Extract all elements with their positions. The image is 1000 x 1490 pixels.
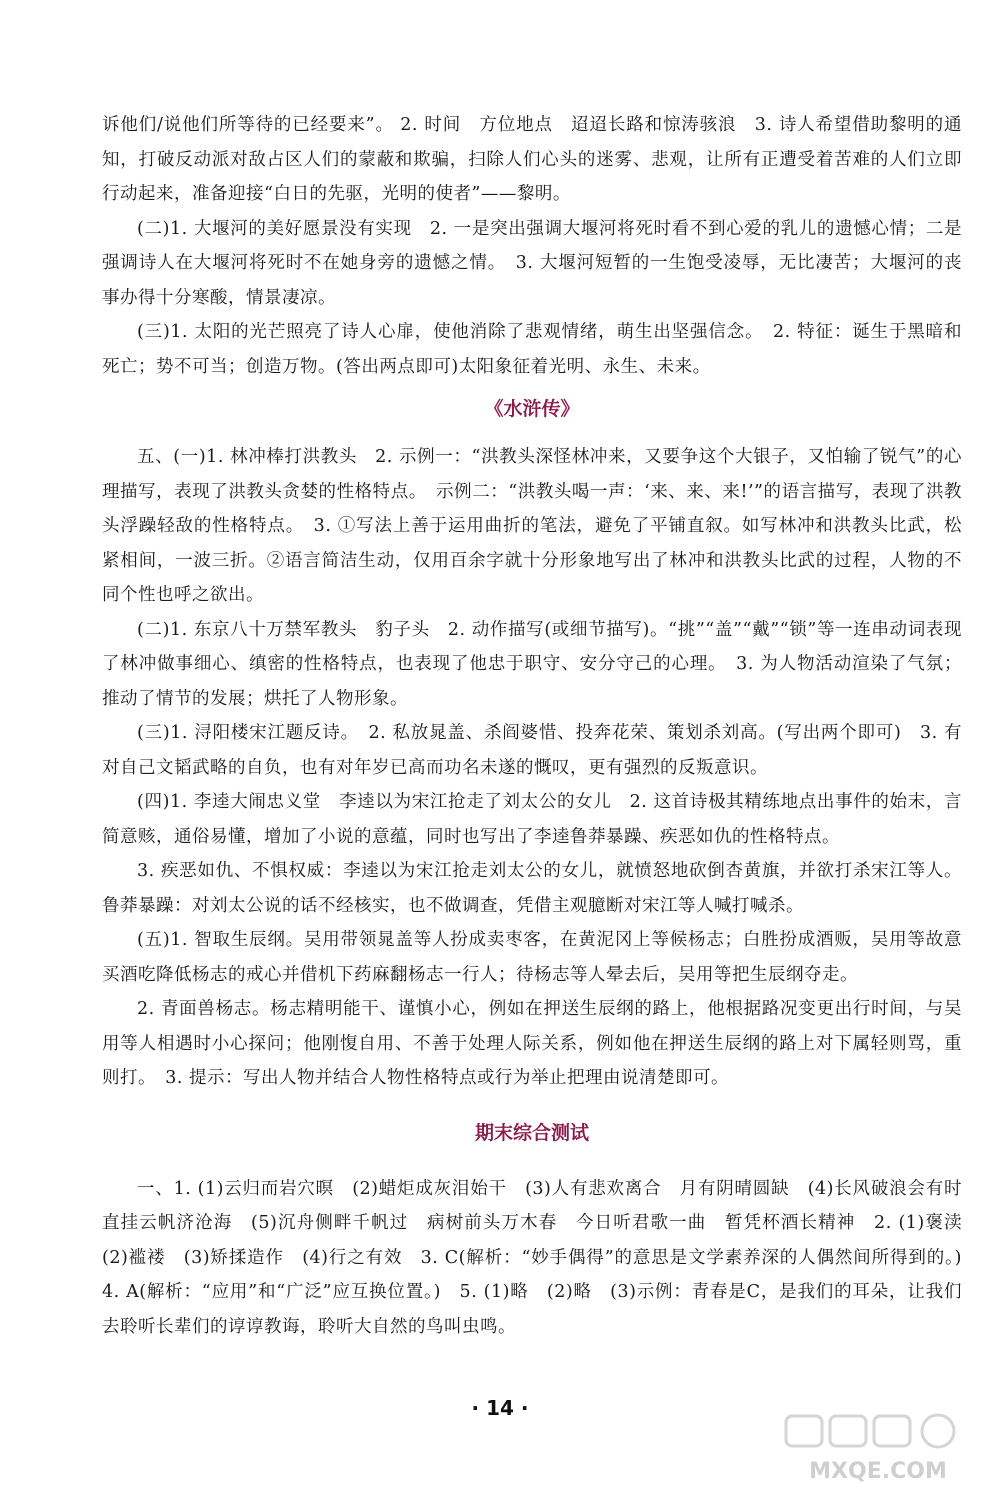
answer-paragraph: 诉他们/说他们所等待的已经要来”。 2. 时间 方位地点 迢迢长路和惊涛骇浪 3. 诗人希望借助黎明的通知，打破反动派对敌占区人们的蒙蔽和欺骗，扫除人们心头的迷雾、悲观，让所有正遭受着苦难的人们立即行动起来，准备迎接“白日的先驱，光明的使者”——黎明。 xyxy=(102,115,962,204)
answer-paragraph: 2. 青面兽杨志。杨志精明能干、谨慎小心，例如在押送生辰纲的路上，他根据路况变更出行时间，与吴用等人相遇时小心探问；他刚愎自用、不善于处理人际关系，例如他在押送生辰纲的路上对下属轻则骂，重则打。 3. 提示：写出人物并结合人物性格特点或行为举止把理由说清楚即可。 xyxy=(102,999,962,1088)
section-title-final-test: 期末综合测试 xyxy=(474,1121,589,1144)
answer-paragraph: (三)1. 太阳的光芒照亮了诗人心扉，使他消除了悲观情绪，萌生出坚强信念。 2. 特征：诞生于黑暗和死亡；势不可当；创造万物。(答出两点即可)太阳象征着光明、永生、未来。 xyxy=(102,322,962,377)
answer-paragraph: (二)1. 东京八十万禁军教头 豹子头 2. 动作描写(或细节描写)。“挑”“盖”“戴”“锁”等一连串动词表现了林冲做事细心、缜密的性格特点，也表现了他忠于职守、安分守己的心理。 3. 为人物活动渲染了气氛；推动了情节的发展；烘托了人物形象。 xyxy=(102,619,962,709)
answer-paragraph: (三)1. 浔阳楼宋江题反诗。 2. 私放晁盖、杀阎婆惜、投奔花荣、策划杀刘高。(写出两个即可) 3. 有对自己文韬武略的自负，也有对年岁已高而功名未遂的慨叹，更有强烈的反叛意识。 xyxy=(102,723,962,778)
watermark-text: MXQE.COM xyxy=(809,1459,947,1484)
answer-paragraph: 五、(一)1. 林冲棒打洪教头 2. 示例一：“洪教头深怪林冲来，又要争这个大银子，又怕输了锐气”的心理描写，表现了洪教头贪婪的性格特点。 示例二：“洪教头喝一声：‘来、来、来!’”的语言描写，表现了洪教头浮躁轻敌的性格特点。 3. ①写法上善于运用曲折的笔法，避免了平铺直叙。如写林冲和洪教头比武，松紧相间，一波三折。②语言简洁生动，仅用百余字就十分形象地写出了林冲和洪教头比武的过程，人物的不同个性也呼之欲出。 xyxy=(102,447,962,605)
page-content xyxy=(102,108,980,1344)
answer-paragraph: (五)1. 智取生辰纲。吴用带领晁盖等人扮成卖枣客，在黄泥冈上等候杨志；白胜扮成酒贩，吴用等故意买酒吃降低杨志的戒心并借机下药麻翻杨志一行人；待杨志等人晕去后，吴用等把生辰纲夺走。 xyxy=(102,930,962,985)
answer-paragraph: 3. 疾恶如仇、不惧权威：李逵以为宋江抢走刘太公的女儿，就愤怒地砍倒杏黄旗，并欲打杀宋江等人。鲁莽暴躁：对刘太公说的话不经核实，也不做调查，凭借主观臆断对宋江等人喊打喊杀。 xyxy=(102,861,962,916)
answer-paragraph: (二)1. 大堰河的美好愿景没有实现 2. 一是突出强调大堰河将死时看不到心爱的乳儿的遗憾心情；二是强调诗人在大堰河将死时不在她身旁的遗憾之情。 3. 大堰河短暂的一生饱受凌辱，无比凄苦；大堰河的丧事办得十分寒酸，情景凄凉。 xyxy=(102,218,962,308)
answer-paragraph: 一、1. (1)云归而岩穴暝 (2)蜡炬成灰泪始干 (3)人有悲欢离合 月有阴晴圆缺 (4)长风破浪会有时 直挂云帆济沧海 (5)沉舟侧畔千帆过 病树前头万木春 今日听君歌一曲 暂凭杯酒长精神 2. (1)褒渎 (2)褴褛 (3)矫揉造作 (4)行之有效 3. C(解析：“妙手偶得”的意思是文学素养深的人偶然间所得到的。) 4. A(解析：“应用”和“广泛”应互换位置。) 5. (1)略 (2)略 (3)示例：青春是C，是我们的耳朵，让我们去聆听长辈们的谆谆教诲，聆听大自然的鸟叫虫鸣。 xyxy=(102,1178,980,1337)
watermark-logo xyxy=(778,1410,978,1488)
section-title-shuihu: 《水浒传》 xyxy=(484,398,580,420)
page-number: · 14 · xyxy=(471,1396,529,1420)
answer-paragraph: (四)1. 李逵大闹忠义堂 李逵以为宋江抢走了刘太公的女儿 2. 这首诗极其精练地点出事件的始末，言简意赅，通俗易懂，增加了小说的意蕴，同时也写出了李逵鲁莽暴躁、疾恶如仇的性格特点。 xyxy=(102,792,962,847)
